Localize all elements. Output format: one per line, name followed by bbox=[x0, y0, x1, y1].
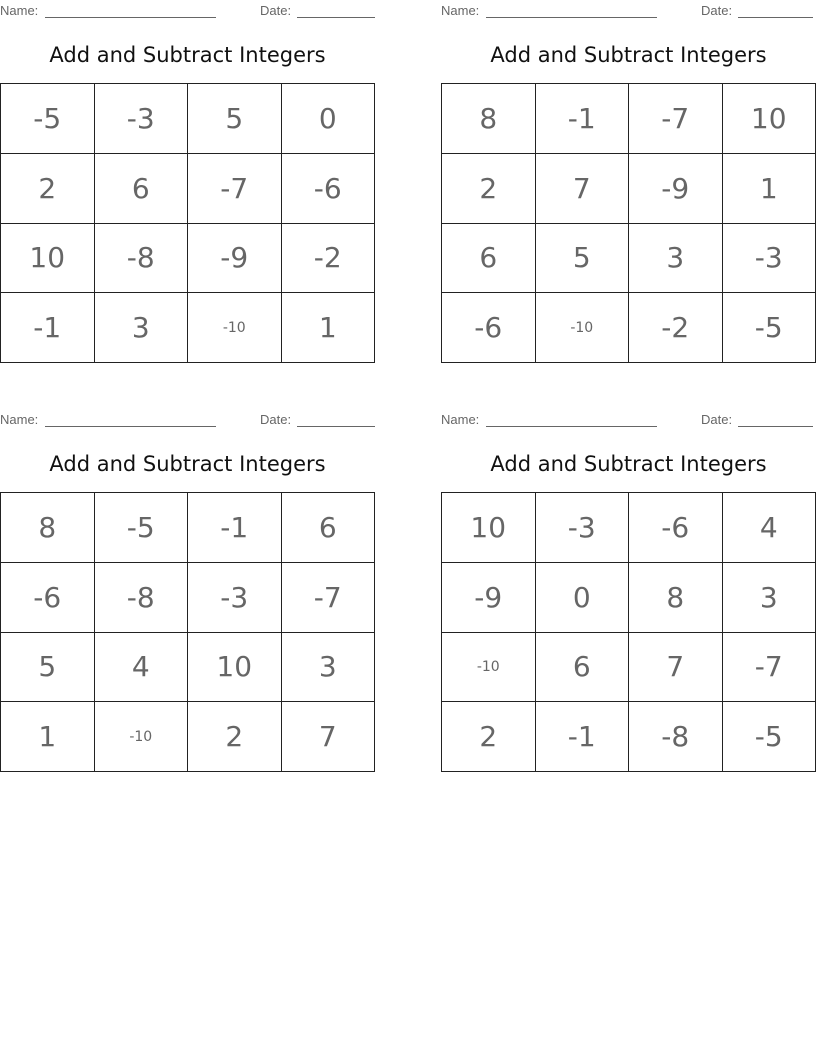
bingo-grid bbox=[441, 492, 816, 772]
date-label: Date: bbox=[701, 3, 733, 18]
grid-cell: 6 bbox=[442, 224, 536, 294]
grid-cell: 10 bbox=[1, 224, 95, 294]
grid-cell: 10 bbox=[188, 633, 282, 703]
grid-cell: -2 bbox=[629, 293, 723, 363]
grid-cell: 8 bbox=[442, 84, 536, 154]
grid-cell: -6 bbox=[629, 493, 723, 563]
date-field[interactable] bbox=[297, 412, 375, 427]
name-field[interactable] bbox=[45, 3, 216, 18]
grid-cell: -5 bbox=[723, 293, 816, 363]
grid-cell: 2 bbox=[442, 702, 536, 772]
grid-cell: 3 bbox=[629, 224, 723, 294]
date-label: Date: bbox=[260, 412, 292, 427]
grid-cell: 8 bbox=[629, 563, 723, 633]
name-label: Name: bbox=[0, 412, 39, 427]
grid-cell: 2 bbox=[1, 154, 95, 224]
date-field[interactable] bbox=[738, 3, 813, 18]
grid-cell: 4 bbox=[723, 493, 816, 563]
grid-cell: -1 bbox=[188, 493, 282, 563]
grid-cell: -8 bbox=[629, 702, 723, 772]
grid-cell: -8 bbox=[95, 224, 189, 294]
grid-cell: -1 bbox=[1, 293, 95, 363]
name-date-row bbox=[0, 412, 375, 428]
name-label: Name: bbox=[441, 412, 480, 427]
name-field[interactable] bbox=[486, 3, 657, 18]
date-field[interactable] bbox=[738, 412, 813, 427]
grid-cell: -6 bbox=[282, 154, 376, 224]
grid-cell: 4 bbox=[95, 633, 189, 703]
grid-cell: -5 bbox=[95, 493, 189, 563]
date-label: Date: bbox=[260, 3, 292, 18]
card-title: Add and Subtract Integers bbox=[490, 452, 767, 476]
grid-cell: -5 bbox=[1, 84, 95, 154]
grid-cell: -1 bbox=[536, 702, 630, 772]
grid-cell: 6 bbox=[536, 633, 630, 703]
card-title: Add and Subtract Integers bbox=[490, 43, 767, 67]
grid-cell: 3 bbox=[282, 633, 376, 703]
name-date-row bbox=[441, 412, 816, 428]
date-field[interactable] bbox=[297, 3, 375, 18]
grid-cell: 1 bbox=[723, 154, 816, 224]
grid-cell: -5 bbox=[723, 702, 816, 772]
grid-cell: 10 bbox=[723, 84, 816, 154]
grid-cell: 8 bbox=[1, 493, 95, 563]
grid-cell: -10 bbox=[536, 293, 630, 363]
name-field[interactable] bbox=[45, 412, 216, 427]
grid-cell: 7 bbox=[282, 702, 376, 772]
name-field[interactable] bbox=[486, 412, 657, 427]
grid-cell: -8 bbox=[95, 563, 189, 633]
grid-cell: -7 bbox=[282, 563, 376, 633]
grid-cell: 10 bbox=[442, 493, 536, 563]
grid-cell: 0 bbox=[536, 563, 630, 633]
grid-cell: 6 bbox=[282, 493, 376, 563]
bingo-grid bbox=[0, 83, 375, 363]
bingo-card-2 bbox=[441, 0, 816, 380]
grid-cell: -2 bbox=[282, 224, 376, 294]
grid-cell: 0 bbox=[282, 84, 376, 154]
grid-cell: 3 bbox=[95, 293, 189, 363]
grid-cell: -7 bbox=[723, 633, 816, 703]
grid-cell: 7 bbox=[536, 154, 630, 224]
bingo-card-3 bbox=[0, 409, 375, 789]
grid-cell: -6 bbox=[442, 293, 536, 363]
grid-cell: -7 bbox=[629, 84, 723, 154]
grid-cell: -9 bbox=[442, 563, 536, 633]
grid-cell: -10 bbox=[95, 702, 189, 772]
grid-cell: -3 bbox=[188, 563, 282, 633]
grid-cell: -10 bbox=[442, 633, 536, 703]
name-date-row bbox=[0, 3, 375, 19]
grid-cell: 7 bbox=[629, 633, 723, 703]
grid-cell: -3 bbox=[723, 224, 816, 294]
grid-cell: -1 bbox=[536, 84, 630, 154]
grid-cell: 5 bbox=[536, 224, 630, 294]
grid-cell: -9 bbox=[188, 224, 282, 294]
grid-cell: -10 bbox=[188, 293, 282, 363]
name-label: Name: bbox=[441, 3, 480, 18]
grid-cell: 2 bbox=[188, 702, 282, 772]
grid-cell: -9 bbox=[629, 154, 723, 224]
grid-cell: -7 bbox=[188, 154, 282, 224]
grid-cell: 5 bbox=[188, 84, 282, 154]
name-label: Name: bbox=[0, 3, 39, 18]
grid-cell: 1 bbox=[1, 702, 95, 772]
bingo-grid bbox=[441, 83, 816, 363]
bingo-card-4 bbox=[441, 409, 816, 789]
grid-cell: 6 bbox=[95, 154, 189, 224]
date-label: Date: bbox=[701, 412, 733, 427]
grid-cell: -3 bbox=[536, 493, 630, 563]
grid-cell: 5 bbox=[1, 633, 95, 703]
bingo-grid bbox=[0, 492, 375, 772]
card-title: Add and Subtract Integers bbox=[49, 452, 326, 476]
grid-cell: -6 bbox=[1, 563, 95, 633]
grid-cell: 2 bbox=[442, 154, 536, 224]
name-date-row bbox=[441, 3, 816, 19]
bingo-card-1 bbox=[0, 0, 375, 380]
grid-cell: -3 bbox=[95, 84, 189, 154]
card-title: Add and Subtract Integers bbox=[49, 43, 326, 67]
grid-cell: 1 bbox=[282, 293, 376, 363]
grid-cell: 3 bbox=[723, 563, 816, 633]
